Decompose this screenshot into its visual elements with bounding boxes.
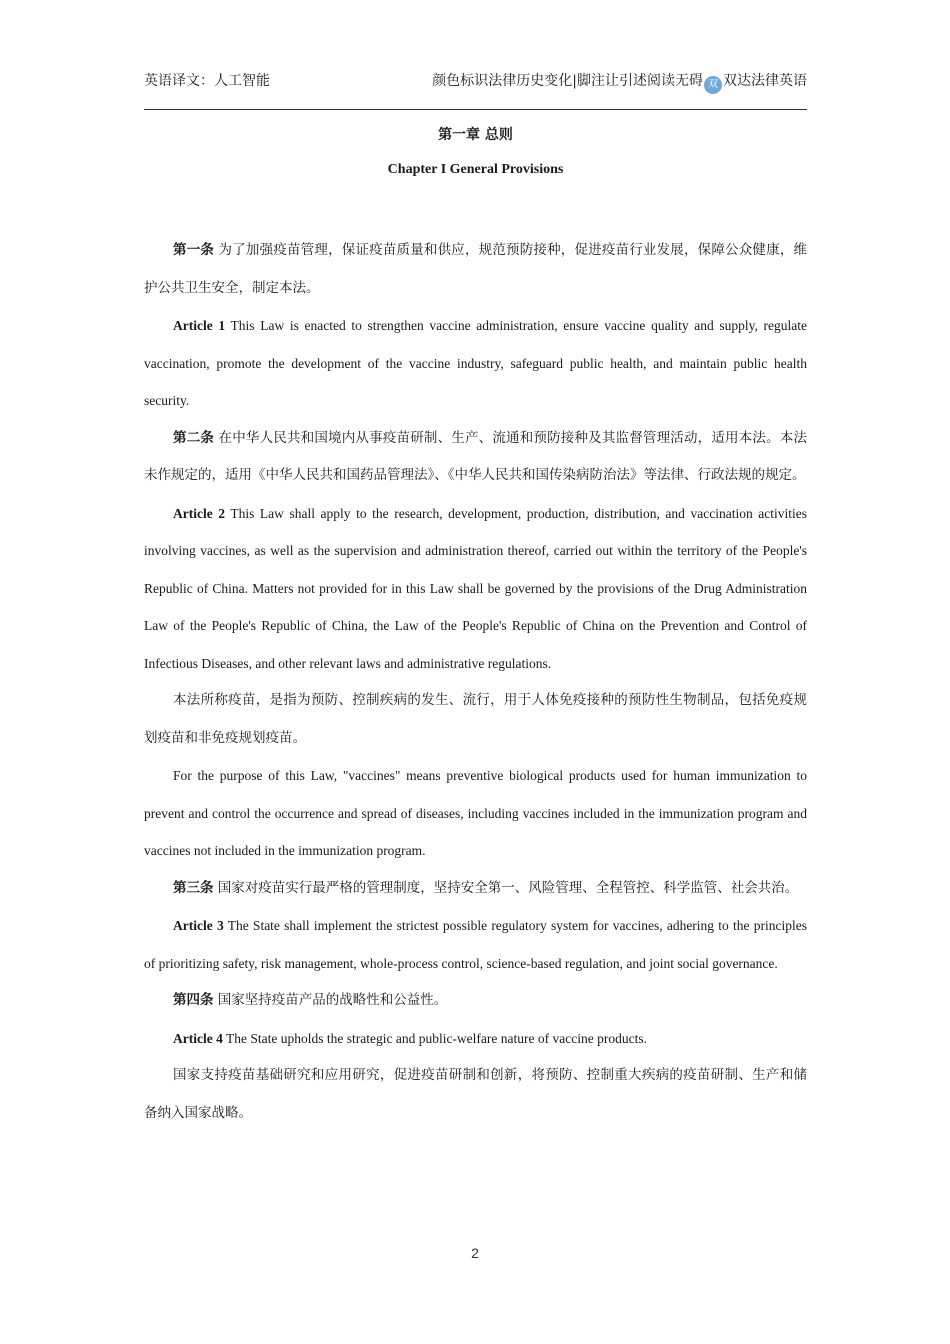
header-title: 英语译文：人工智能	[144, 73, 270, 89]
article-text: The State shall implement the strictest possible regulatory system for vaccines, adhering to the principles of prioritizing safety, risk management, whole-process control, science-based regulation, and joint social governance.	[144, 918, 807, 971]
chapter-title-en: Chapter I General Provisions	[387, 162, 564, 177]
article-4-en	[144, 1020, 807, 1058]
article-text: This Law shall apply to the research, development, production, distribution, and vaccination activities involving vaccines, as well as the supervision and administration thereof, carried out within the territory of the People's Republic of China. Matters not provided for in this Law shall be governed by the provisions of the Drug Administration Law of the People's Republic of China, the Law of the People's Republic of China on the Prevention and Control of Infectious Diseases, and other relevant laws and administrative regulations.	[144, 505, 807, 671]
brand-logo-icon: 双	[704, 76, 722, 94]
header-tagline	[432, 70, 807, 94]
article-2-cn	[144, 420, 807, 495]
article-text: 国家对疫苗实行最严格的管理制度，坚持安全第一、风险管理、全程管控、科学监管、社会共治。	[213, 879, 799, 896]
article-label: Article 1	[173, 318, 226, 333]
header-divider	[144, 109, 807, 110]
article-label: Article 2	[173, 505, 226, 521]
article-3-cn	[144, 870, 807, 908]
chapter-title-cn: 第一章 总则	[438, 127, 513, 143]
article-4-para2-cn	[144, 1057, 807, 1132]
article-label: 第三条	[173, 879, 214, 896]
document-body	[144, 232, 807, 1132]
article-2-para2-cn	[144, 682, 807, 757]
header-brand-name: 双达法律英语	[723, 73, 807, 89]
article-label: Article 3	[173, 918, 224, 933]
article-4-cn	[144, 982, 807, 1020]
article-text: 在中华人民共和国境内从事疫苗研制、生产、流通和预防接种及其监督管理活动，适用本法。本法未作规定的，适用《中华人民共和国药品管理法》、《中华人民共和国传染病防治法》等法律、行政法规的规定。	[144, 429, 808, 483]
article-text: This Law is enacted to strengthen vaccine administration, ensure vaccine quality and supply, regulate vaccination, promote the development of the vaccine industry, safeguard public health, and maintain public health security.	[144, 318, 807, 408]
article-text: 国家坚持疫苗产品的战略性和公益性。	[213, 992, 448, 1008]
article-1-en	[144, 307, 807, 420]
article-1-cn	[144, 232, 807, 307]
page-number: 2	[471, 1245, 479, 1261]
article-text: For the purpose of this Law, "vaccines" means preventive biological products used for human immunization to prevent and control the occurrence and spread of diseases, including vaccines included in the immunization program and vaccines not included in the immunization program.	[144, 768, 807, 858]
article-text: 本法所称疫苗，是指为预防、控制疾病的发生、流行，用于人体免疫接种的预防性生物制品，包括免疫规划疫苗和非免疫规划疫苗。	[144, 692, 807, 746]
header-tagline-text: 颜色标识法律历史变化|脚注让引述阅读无碍	[432, 73, 703, 89]
article-text: The State upholds the strategic and public-welfare nature of vaccine products.	[222, 1030, 647, 1046]
article-text: 国家支持疫苗基础研究和应用研究，促进疫苗研制和创新，将预防、控制重大疾病的疫苗研制、生产和储备纳入国家战略。	[144, 1067, 807, 1121]
article-3-en	[144, 907, 807, 982]
article-2-para2-en	[144, 757, 807, 870]
article-label: 第二条	[173, 429, 215, 446]
article-2-en	[144, 495, 807, 683]
article-label: Article 4	[173, 1030, 223, 1046]
article-label: 第一条	[173, 242, 215, 258]
article-text: 为了加强疫苗管理，保证疫苗质量和供应，规范预防接种，促进疫苗行业发展，保障公众健康，维护公共卫生安全，制定本法。	[144, 242, 808, 296]
article-label: 第四条	[173, 992, 214, 1008]
page-header	[144, 70, 807, 96]
